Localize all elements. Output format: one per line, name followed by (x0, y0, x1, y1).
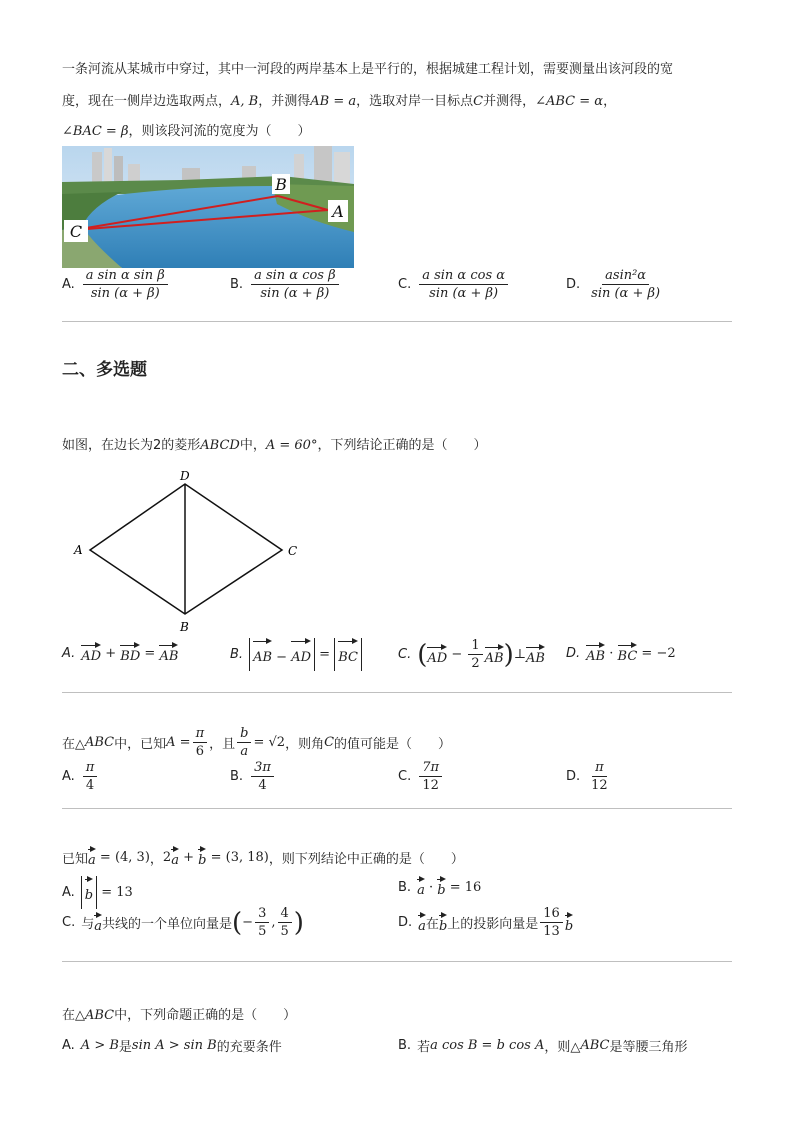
q4-stem: 已知 a = (4, 3) ， 2 a + b = (3, 18) ，则下列结论中正确的是（ ） (62, 846, 464, 868)
vertex-label-d: D (180, 469, 190, 483)
q3-option-a[interactable]: A. $\frac{\pi}{4}$ (62, 760, 99, 793)
river-photo-svg (62, 146, 354, 268)
q5-stem: 在△ABC中，下列命题正确的是（ ） (62, 1008, 297, 1023)
q1-option-a[interactable]: A. $\frac{\text{a sin α sin β}}{\sin (\alpha + \beta)}$ (62, 268, 170, 301)
divider-1 (62, 321, 732, 322)
q2-option-a[interactable]: A. AD + BD = AB (62, 642, 178, 664)
q1-option-a-fraction: $\frac{\text{a sin α sin β}}{\sin (\alpha + \beta)}$ (83, 268, 168, 301)
divider-4 (62, 961, 732, 962)
q1-stem-line-3: ∠BAC = β，则该段河流的宽度为（ ） (62, 124, 311, 139)
photo-label-b: B (275, 175, 287, 194)
q2-option-b[interactable]: B. AB − AD = BC (230, 638, 362, 671)
q2-option-d[interactable]: D. AB · BC = −2 (566, 642, 676, 664)
q1-option-b-fraction: $\frac{\text{a sin α cos β}}{\sin (\alpha + \beta)}$ (251, 268, 339, 301)
q1-stem-line-2: 度，现在一侧岸边选取两点，A, B，并测得AB = a，选取对岸一目标点C并测得，∠ABC = α， (62, 94, 617, 109)
vertex-label-a: A (74, 543, 83, 557)
rhombus-figure (62, 466, 312, 640)
q4-option-a[interactable]: A. b = 13 (62, 876, 133, 909)
q1-option-c[interactable]: C. $\frac{\text{a sin α cos α}}{\sin (\alpha + \beta)}$ (398, 268, 510, 301)
q1-option-d[interactable]: D. $\frac{\text{asin²α}}{\sin (\alpha + \beta)}$ (566, 268, 665, 301)
q1-option-c-fraction: $\frac{\text{a sin α cos α}}{\sin (\alpha + \beta)}$ (419, 268, 508, 301)
divider-3 (62, 808, 732, 809)
vertex-label-b: B (180, 620, 189, 634)
q1-option-d-fraction: $\frac{\text{asin²α}}{\sin (\alpha + \beta)}$ (591, 268, 661, 301)
vertex-label-c: C (288, 544, 298, 558)
q1-stem-line-1: 一条河流从某城市中穿过，其中一河段的两岸基本上是平行的，根据城建工程计划，需要测量出该河段的宽 (62, 62, 674, 77)
q3-option-b[interactable]: B. $\frac{3\pi}{4}$ (230, 760, 276, 793)
river-photo (62, 146, 354, 268)
q5-option-a[interactable]: A. A > B 是 sin A > sin B 的充要条件 (62, 1038, 282, 1055)
q4-option-d[interactable]: D. a 在 b 上的投影向量是 $\frac{16}{13}$ b (398, 906, 574, 939)
rhombus-outline (90, 484, 282, 614)
abs-right: BC (334, 638, 362, 671)
q3-option-d[interactable]: D. $\frac{\pi}{12}$ (566, 760, 608, 793)
divider-2 (62, 692, 732, 693)
q2-stem: 如图，在边长为2的菱形ABCD中，A = 60°，下列结论正确的是（ ） (62, 438, 487, 453)
abs-left: AB − AD (249, 638, 315, 671)
q5-option-b[interactable]: B. 若 a cos B = b cos A ，则△ ABC 是等腰三角形 (398, 1038, 688, 1055)
q1-option-b[interactable]: B. $\frac{\text{a sin α cos β}}{\sin (\alpha + \beta)}$ (230, 268, 341, 301)
q3-stem: 在△ ABC 中，已知 A = $\frac{\pi}{6}$ ，且 $\frac{b}{a}$ = √2 ，则角 C 的值可能是（ ） (62, 726, 452, 759)
rhombus-svg (62, 466, 312, 636)
q4-option-b[interactable]: B. a · b = 16 (398, 876, 481, 898)
photo-label-a: A (332, 202, 344, 221)
section-title: 二、多选题 (62, 360, 147, 380)
q4-option-c[interactable]: C. 与 a 共线的一个单位向量是 ( − $\frac{3}{5}$ , $\frac{4}{5}$ ) (62, 906, 304, 939)
q2-option-c[interactable]: C. ( AD − $\frac{1}{2}$ AB ) ⊥ AB (398, 638, 545, 671)
q3-option-c[interactable]: C. $\frac{7\pi}{12}$ (398, 760, 444, 793)
photo-label-c: C (69, 222, 83, 241)
